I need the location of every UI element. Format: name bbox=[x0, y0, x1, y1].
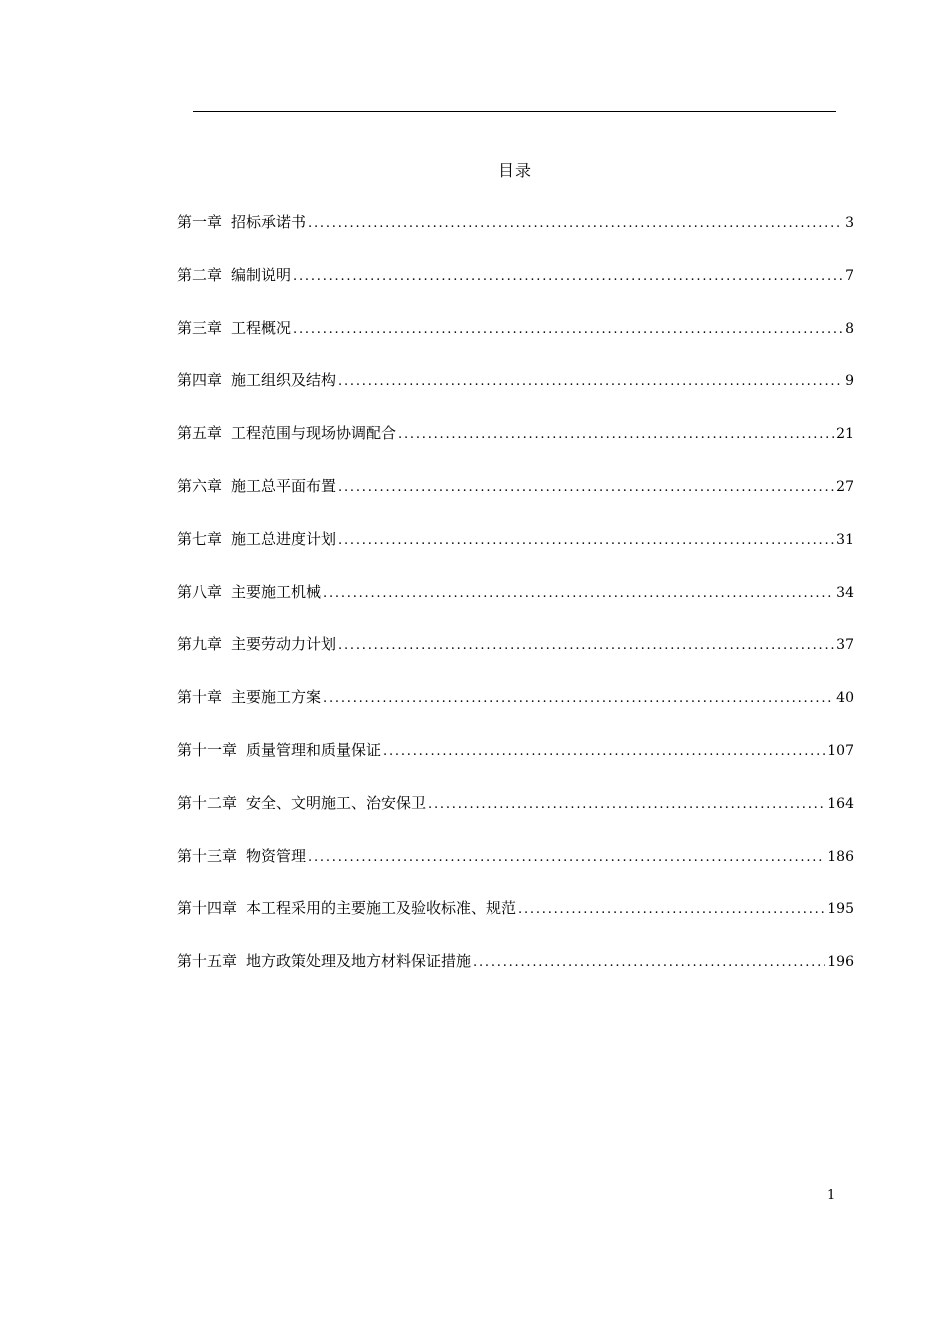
toc-page-number: 186 bbox=[827, 848, 854, 865]
toc-entry[interactable] bbox=[177, 528, 854, 581]
toc-chapter-number: 第三章 bbox=[177, 318, 223, 337]
toc-chapter-title: 施工总平面布置 bbox=[231, 476, 337, 495]
toc-chapter-number: 第六章 bbox=[177, 476, 223, 495]
toc-chapter-title: 安全、文明施工、治安保卫 bbox=[246, 793, 427, 812]
toc-chapter-title: 工程范围与现场协调配合 bbox=[231, 424, 397, 443]
toc-entry[interactable] bbox=[177, 475, 854, 528]
toc-chapter-number: 第五章 bbox=[177, 424, 223, 443]
toc-chapter-number: 第十五章 bbox=[177, 952, 238, 971]
toc-list bbox=[177, 211, 854, 1003]
dot-leader bbox=[518, 902, 825, 917]
toc-entry[interactable] bbox=[177, 633, 854, 686]
toc-page-number: 34 bbox=[836, 584, 854, 601]
toc-entry[interactable] bbox=[177, 317, 854, 370]
dot-leader bbox=[308, 216, 843, 231]
toc-chapter-number: 第十二章 bbox=[177, 793, 238, 812]
toc-chapter-number: 第十章 bbox=[177, 688, 223, 707]
toc-page-number: 37 bbox=[836, 637, 854, 654]
toc-entry[interactable] bbox=[177, 845, 854, 898]
dot-leader bbox=[308, 850, 825, 865]
toc-chapter-number: 第七章 bbox=[177, 529, 223, 548]
toc-chapter-number: 第十三章 bbox=[177, 846, 238, 865]
toc-chapter-title: 工程概况 bbox=[231, 318, 292, 337]
toc-chapter-title: 质量管理和质量保证 bbox=[246, 740, 382, 759]
dot-leader bbox=[428, 797, 825, 812]
toc-chapter-number: 第四章 bbox=[177, 371, 223, 390]
dot-leader bbox=[338, 638, 834, 653]
toc-chapter-number: 第一章 bbox=[177, 213, 223, 231]
dot-leader bbox=[473, 955, 825, 970]
toc-chapter-title: 施工组织及结构 bbox=[231, 371, 337, 390]
toc-chapter-title: 招标承诺书 bbox=[231, 213, 307, 231]
toc-page-number: 40 bbox=[836, 690, 854, 707]
toc-entry[interactable] bbox=[177, 369, 854, 422]
toc-page-number: 164 bbox=[827, 795, 854, 812]
toc-page-number: 9 bbox=[845, 373, 854, 390]
toc-chapter-number: 第十四章 bbox=[177, 899, 238, 918]
dot-leader bbox=[398, 427, 834, 442]
toc-page-number: 31 bbox=[836, 531, 854, 548]
toc-page-number: 195 bbox=[827, 901, 854, 918]
toc-entry[interactable] bbox=[177, 792, 854, 845]
toc-chapter-title: 主要劳动力计划 bbox=[231, 635, 337, 654]
toc-chapter-number: 第二章 bbox=[177, 265, 223, 284]
dot-leader bbox=[323, 586, 834, 601]
toc-chapter-title: 本工程采用的主要施工及验收标准、规范 bbox=[246, 899, 517, 918]
toc-chapter-number: 第九章 bbox=[177, 635, 223, 654]
toc-page-number: 7 bbox=[845, 267, 854, 284]
toc-page-number: 27 bbox=[836, 478, 854, 495]
toc-chapter-number: 第八章 bbox=[177, 582, 223, 601]
toc-chapter-title: 地方政策处理及地方材料保证措施 bbox=[246, 952, 472, 971]
page-number: 1 bbox=[827, 1188, 836, 1203]
toc-page-number: 107 bbox=[827, 742, 854, 759]
toc-title: 目录 bbox=[497, 161, 532, 180]
dot-leader bbox=[293, 322, 843, 337]
toc-entry[interactable] bbox=[177, 422, 854, 475]
toc-entry[interactable] bbox=[177, 211, 854, 264]
toc-chapter-title: 主要施工方案 bbox=[231, 688, 322, 707]
toc-entry[interactable] bbox=[177, 739, 854, 792]
toc-entry[interactable] bbox=[177, 581, 854, 634]
dot-leader bbox=[383, 744, 825, 759]
toc-entry[interactable] bbox=[177, 686, 854, 739]
toc-page-number: 21 bbox=[836, 426, 854, 443]
dot-leader bbox=[338, 480, 834, 495]
toc-chapter-title: 物资管理 bbox=[246, 846, 307, 865]
dot-leader bbox=[323, 691, 834, 706]
dot-leader bbox=[338, 374, 843, 389]
toc-chapter-title: 施工总进度计划 bbox=[231, 529, 337, 548]
toc-page-number: 196 bbox=[827, 954, 854, 971]
dot-leader bbox=[293, 269, 843, 284]
dot-leader bbox=[338, 533, 834, 548]
toc-entry[interactable] bbox=[177, 897, 854, 950]
header-rule bbox=[193, 111, 836, 112]
toc-entry[interactable] bbox=[177, 264, 854, 317]
toc-chapter-title: 主要施工机械 bbox=[231, 582, 322, 601]
toc-chapter-number: 第十一章 bbox=[177, 740, 238, 759]
toc-page-number: 8 bbox=[845, 320, 854, 337]
toc-page-number: 3 bbox=[845, 215, 854, 231]
toc-entry[interactable] bbox=[177, 950, 854, 1003]
toc-chapter-title: 编制说明 bbox=[231, 265, 292, 284]
